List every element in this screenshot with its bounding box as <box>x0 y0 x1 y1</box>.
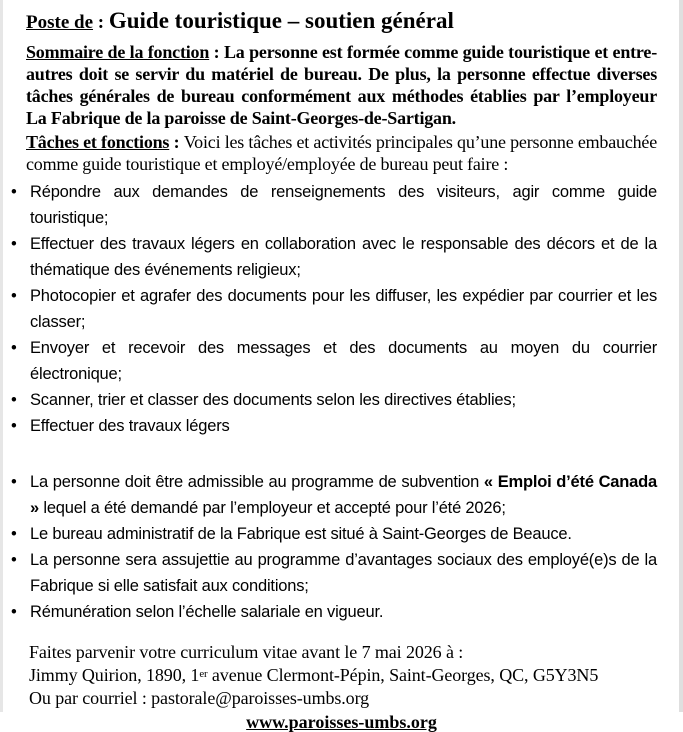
application-deadline: Faites parvenir votre curriculum vitae avant le 7 mai 2026 à : <box>29 642 464 662</box>
bullet-icon: • <box>11 417 17 435</box>
condition-text: La personne sera assujettie au programme d’avantages sociaux des employé(e)s de la Fabrique si elle satisfait aux conditions; <box>30 551 657 595</box>
list-item <box>0 283 657 335</box>
duty-text: Répondre aux demandes de renseignements des visiteurs, agir comme guide touristique; <box>30 183 657 227</box>
bullet-icon: • <box>11 235 17 253</box>
bullet-icon: • <box>11 525 17 543</box>
duty-text: Scanner, trier et classer des documents selon les directives établies; <box>30 391 516 409</box>
duties-list <box>0 179 683 439</box>
summary-paragraph <box>26 41 657 129</box>
list-item <box>0 599 657 625</box>
bullet-icon: • <box>11 473 17 491</box>
list-item <box>0 521 657 547</box>
contact-block <box>29 641 657 710</box>
scan-edge-right <box>679 0 683 712</box>
list-item <box>0 469 657 521</box>
condition-text: Le bureau administratif de la Fabrique est situé à Saint-Georges de Beauce. <box>30 525 572 543</box>
condition-text-pre: La personne doit être admissible au programme de subvention <box>30 473 484 491</box>
summary-text: La personne est formée comme guide touristique et entre-autres doit se servir du matériel de bureau. De plus, la personne effectue diverses tâches générales de bureau conformément aux méthodes établies par l’employeur La Fabrique de la paroisse de Saint-Georges-de-Sartigan. <box>26 42 657 128</box>
bullet-icon: • <box>11 551 17 569</box>
contact-address <box>29 664 657 687</box>
condition-text: Rémunération selon l’échelle salariale en vigueur. <box>30 603 384 621</box>
contact-email-line: Ou par courriel : pastorale@paroisses-umbs.org <box>29 688 370 708</box>
duty-text: Effectuer des travaux légers en collaboration avec le responsable des décors et de la thématique des événements religieux; <box>30 235 657 279</box>
section-spacer <box>0 439 683 465</box>
post-label: Poste de <box>26 12 94 33</box>
list-item <box>0 231 657 283</box>
summary-label: Sommaire de la fonction <box>26 42 210 62</box>
post-title: Guide touristique – soutien général <box>108 8 454 33</box>
list-item <box>0 547 657 599</box>
condition-text-post: lequel a été demandé par l’employeur et accepté pour l’été 2026; <box>38 499 506 517</box>
tasks-label: Tâches et fonctions <box>26 132 170 152</box>
condition-text-bold: « Emploi d’été Canada » <box>30 473 657 517</box>
bullet-icon: • <box>11 183 17 201</box>
tasks-separator: : <box>169 132 184 152</box>
duty-text: Photocopier et agrafer des documents pour les diffuser, les expédier par courrier et les classer; <box>30 287 657 331</box>
list-item <box>0 179 657 231</box>
address-post: avenue Clermont-Pépin, Saint-Georges, QC, G5Y3N5 <box>207 665 599 685</box>
tasks-intro-paragraph <box>26 131 657 175</box>
bullet-icon: • <box>11 603 17 621</box>
bullet-icon: • <box>11 287 17 305</box>
list-item <box>0 387 657 413</box>
list-item <box>0 413 657 439</box>
summary-separator: : <box>209 42 224 62</box>
website-url: www.paroisses-umbs.org <box>246 712 437 732</box>
bullet-icon: • <box>11 391 17 409</box>
duty-text: Envoyer et recevoir des messages et des documents au moyen du courrier électronique; <box>30 339 657 383</box>
bullet-icon: • <box>11 339 17 357</box>
ordinal-superscript: er <box>199 668 208 681</box>
duty-text: Effectuer des travaux légers <box>30 417 230 435</box>
tasks-intro-text: Voici les tâches et activités principales qu’une personne embauchée comme guide touristique et employé/employée de bureau peut faire : <box>26 132 657 174</box>
conditions-list <box>0 469 683 625</box>
page-title <box>26 6 657 39</box>
list-item <box>0 335 657 387</box>
post-separator: : <box>93 12 109 33</box>
address-pre: Jimmy Quirion, 1890, 1 <box>29 665 200 685</box>
